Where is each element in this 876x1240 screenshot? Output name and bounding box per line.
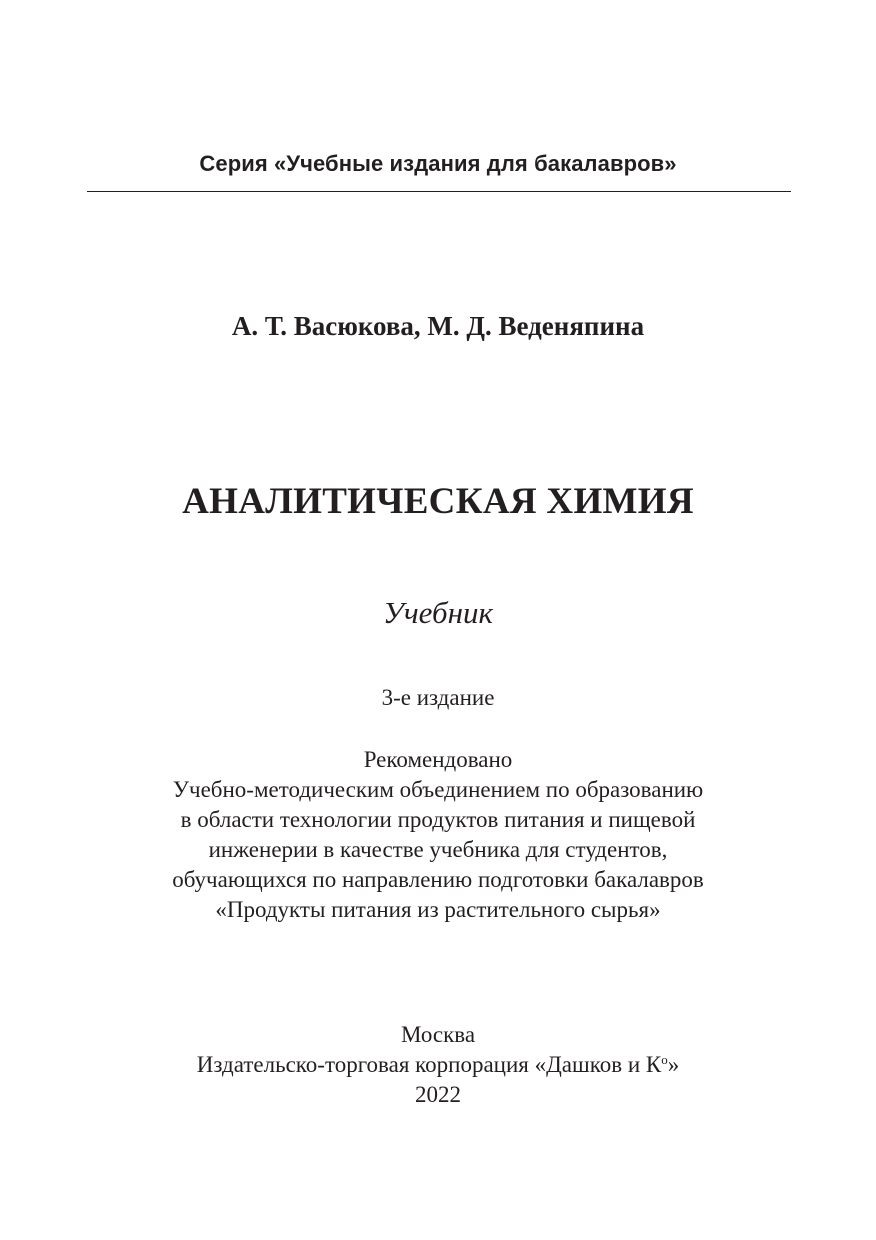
series-heading: Серия «Учебные издания для бакалавров» (199, 151, 677, 176)
publisher-name: Издательско-торговая корпорация «Дашков и К (196, 1052, 662, 1077)
edition: 3-е издание (381, 685, 495, 710)
publisher-superscript: о (661, 1052, 668, 1067)
recommendation-block (0, 745, 876, 925)
recommendation-line: в области технологии продуктов питания и пищевой (180, 807, 696, 832)
imprint-year: 2022 (415, 1082, 461, 1107)
book-title: АНАЛИТИЧЕСКАЯ ХИМИЯ (182, 481, 694, 522)
recommendation-line: Рекомендовано (363, 747, 513, 772)
recommendation-line: инженерии в качестве учебника для студентов, (208, 837, 668, 862)
authors: А. Т. Васюкова, М. Д. Веденяпина (231, 311, 645, 341)
recommendation-line: «Продукты питания из растительного сырья» (215, 897, 661, 922)
publisher-closing-quote: » (667, 1052, 680, 1077)
imprint-publisher (0, 1050, 876, 1080)
recommendation-line: обучающихся по направлению подготовки бакалавров (172, 867, 704, 892)
recommendation-line: Учебно-методическим объединением по образованию (172, 777, 704, 802)
book-subtitle: Учебник (383, 595, 493, 630)
series-divider (87, 191, 791, 192)
imprint-city: Москва (400, 1022, 476, 1047)
imprint-block (0, 1020, 876, 1110)
